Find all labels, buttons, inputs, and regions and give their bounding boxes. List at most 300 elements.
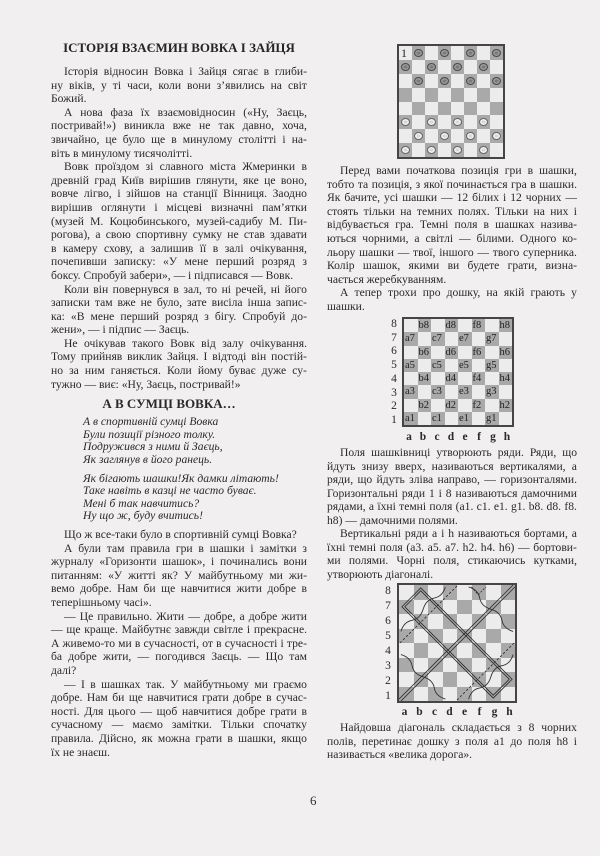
- word: про: [422, 286, 441, 300]
- light-square: [464, 115, 477, 129]
- dark-square: [451, 143, 464, 157]
- word: Не: [64, 336, 78, 350]
- paragraph: [51, 678, 307, 760]
- word: вже: [117, 296, 136, 310]
- square-label: f4: [472, 373, 482, 384]
- text-line: [327, 205, 577, 219]
- text-line: [327, 218, 577, 232]
- text-line: [327, 527, 577, 541]
- word: а: [95, 228, 101, 242]
- word: усі: [384, 191, 399, 205]
- word: бортови-: [533, 540, 577, 554]
- dark-square: [477, 115, 490, 129]
- light-square: [425, 46, 438, 60]
- left-column: [51, 65, 307, 759]
- dark-square: [499, 372, 513, 385]
- word: Тільки: [494, 204, 529, 218]
- square-label: a5: [405, 359, 415, 371]
- word: —: [458, 231, 471, 245]
- word: а: [414, 231, 420, 245]
- word: минулому: [182, 132, 233, 146]
- word: Зайця.: [167, 350, 199, 364]
- word: грати: [202, 691, 229, 705]
- word: з: [454, 734, 460, 748]
- paragraph: [83, 416, 307, 466]
- word: якщо: [281, 731, 307, 745]
- text-line: Були позиції різного толку.: [83, 427, 216, 441]
- word: ко-: [562, 231, 577, 245]
- light-square: [477, 46, 490, 60]
- word: Нам: [117, 582, 139, 596]
- word: ви: [447, 259, 460, 273]
- word: залу: [222, 336, 244, 350]
- word: —: [64, 609, 76, 623]
- dark-square: [412, 46, 425, 60]
- word: білих: [472, 191, 500, 205]
- word: ряди.: [497, 446, 524, 459]
- word: визна-: [545, 259, 577, 273]
- word: майбутньому: [198, 568, 264, 582]
- dark-square: [399, 115, 412, 129]
- word: в: [198, 541, 204, 555]
- word: розряд: [164, 309, 199, 323]
- word: Вовка: [153, 65, 184, 78]
- word: h2.: [462, 540, 478, 554]
- word: направо,: [437, 473, 480, 486]
- paragraph: [51, 528, 307, 542]
- word: І: [203, 350, 208, 364]
- text-line: [51, 637, 307, 651]
- text-line: [51, 283, 307, 297]
- word: 12: [510, 191, 522, 205]
- word: a: [432, 527, 438, 540]
- word: би: [143, 582, 156, 596]
- rank-label: 1: [385, 689, 391, 702]
- word: ряди: [401, 486, 426, 500]
- light-square: [458, 372, 472, 385]
- dark-square: [485, 412, 499, 425]
- light-square: [472, 412, 486, 425]
- square-label: b8: [418, 320, 429, 331]
- dark-square: [472, 372, 486, 385]
- text-line: шашки.: [327, 299, 365, 313]
- light-square: [464, 88, 477, 102]
- word: речей,: [235, 282, 267, 296]
- word: мене: [184, 255, 209, 269]
- rank-labels: [383, 583, 393, 703]
- word: з: [302, 255, 307, 269]
- word: добре: [248, 609, 278, 623]
- word: шашках: [101, 677, 141, 691]
- light-square: [490, 143, 503, 157]
- white-checker-icon: [479, 146, 488, 154]
- word: Дійсно,: [98, 731, 137, 745]
- text-line: [327, 554, 577, 568]
- word: стикаючись: [467, 554, 526, 567]
- text-line: віть в минулому тисячолітті.: [51, 146, 193, 160]
- text-line: Ну що ж, буду вчитись!: [83, 509, 203, 523]
- paragraph: [327, 286, 577, 313]
- word: А: [64, 541, 73, 555]
- paragraph: [51, 337, 307, 391]
- light-square: [431, 319, 445, 332]
- text-line: [327, 460, 577, 474]
- word: і: [117, 187, 121, 201]
- word: він: [251, 350, 267, 364]
- word: рогова),: [51, 228, 91, 242]
- word: А: [64, 105, 73, 119]
- word: Історія: [64, 65, 99, 78]
- file-label: b: [419, 431, 427, 443]
- dark-square: [499, 346, 513, 359]
- word: «Горизонти: [99, 555, 157, 569]
- word: записки: [51, 296, 90, 310]
- word: в: [212, 241, 219, 255]
- file-label: g: [490, 431, 496, 443]
- square-label: c1: [432, 412, 442, 424]
- light-square: [438, 115, 451, 129]
- word: гри: [504, 164, 522, 177]
- word: висіла: [211, 296, 243, 310]
- square-label: h8: [499, 320, 510, 331]
- black-checker-icon: [453, 63, 462, 71]
- word: виклик: [127, 350, 163, 364]
- word: ним: [84, 364, 105, 378]
- paragraph: [327, 164, 577, 286]
- text-line: [51, 350, 307, 364]
- word: Чорні: [396, 554, 426, 567]
- word: Як: [327, 191, 341, 205]
- dark-square: [404, 359, 418, 372]
- word: взаємовідносин: [157, 105, 236, 119]
- word: на: [270, 78, 282, 92]
- text-line: [51, 79, 307, 93]
- word: за: [69, 364, 79, 378]
- word: Заєць.: [211, 650, 242, 664]
- word: в: [171, 132, 177, 146]
- word: полях.: [457, 204, 490, 218]
- light-square: [464, 143, 477, 157]
- light-square: [477, 129, 490, 143]
- text-line: [327, 191, 577, 205]
- white-checker-icon: [401, 146, 410, 154]
- word: позиція,: [371, 177, 413, 191]
- black-checker-icon: [466, 49, 475, 57]
- square-label: d4: [445, 373, 456, 384]
- dark-square: [499, 319, 513, 332]
- black-checker-icon: [492, 49, 501, 57]
- word: журналу: [51, 555, 94, 569]
- word: чорних: [541, 721, 577, 734]
- word: —: [565, 191, 577, 205]
- word: навчитися: [180, 582, 231, 596]
- word: Коцюбинського,: [109, 214, 191, 228]
- text-line: [51, 569, 307, 583]
- text-line: жени», — і підпис — Заєць.: [51, 323, 190, 337]
- word: там: [94, 296, 113, 310]
- word: шашок»,: [162, 555, 206, 569]
- white-checker-icon: [427, 146, 436, 154]
- word: (музей: [51, 214, 84, 228]
- text-line: Таке навіть в казці не часто буває.: [83, 484, 257, 498]
- word: d8.: [546, 500, 562, 513]
- dark-square: [451, 115, 464, 129]
- word: правила: [130, 541, 171, 555]
- text-line: [51, 610, 307, 624]
- word: 8: [445, 486, 452, 500]
- rank-label: 2: [385, 674, 391, 687]
- word: музей-садибу: [196, 214, 263, 228]
- file-label: d: [446, 706, 453, 718]
- dark-square: [477, 143, 490, 157]
- light-square: [418, 412, 432, 425]
- word: і: [280, 636, 284, 650]
- rank-label: 4: [391, 372, 397, 385]
- word: йдуть: [327, 459, 356, 473]
- text-line: [327, 735, 577, 749]
- word: в: [263, 65, 270, 78]
- word: глянути,: [196, 173, 238, 187]
- text-line: [51, 542, 307, 556]
- black-checker-icon: [440, 77, 449, 85]
- text-line: [51, 119, 307, 133]
- word: йому: [197, 364, 223, 378]
- word: жити: [281, 609, 307, 623]
- word: світле: [213, 623, 244, 637]
- light-square: [412, 143, 425, 157]
- text-line: [51, 732, 307, 746]
- file-labels: [402, 430, 514, 444]
- word: темні: [399, 500, 427, 513]
- word: навчитися: [181, 704, 233, 718]
- dark-square: [404, 332, 418, 345]
- dark-square: [438, 74, 451, 88]
- word: в: [90, 677, 96, 691]
- white-checker-icon: [479, 118, 488, 126]
- word: гра: [511, 177, 527, 191]
- text-line: [51, 228, 307, 242]
- word: в: [51, 241, 57, 255]
- word: Жити: [156, 609, 185, 623]
- rank-label: 3: [385, 659, 391, 672]
- word: ми: [254, 677, 268, 691]
- word: Київ: [121, 173, 144, 187]
- dark-square: [458, 385, 472, 398]
- word: бігу.: [214, 309, 237, 323]
- word: буває: [228, 364, 256, 378]
- word: в: [301, 160, 307, 174]
- word: визначні: [210, 200, 254, 214]
- word: шашки: [402, 191, 438, 205]
- rank-label: 5: [385, 629, 391, 642]
- word: a7.: [445, 540, 459, 554]
- word: знизу: [361, 459, 389, 473]
- word: білими.: [476, 231, 515, 245]
- text-line: [51, 174, 307, 188]
- word: Вертикальні: [340, 527, 401, 540]
- square-label: d2: [445, 399, 456, 411]
- word: житті: [128, 568, 156, 582]
- rank-label: 6: [385, 614, 391, 627]
- word: тобто: [327, 177, 355, 191]
- word: «У: [108, 568, 123, 582]
- dark-square: [477, 60, 490, 74]
- word: в: [301, 704, 307, 718]
- word: —: [477, 245, 489, 259]
- section-heading: А В СУМЦІ ВОВКА…: [102, 396, 236, 412]
- paragraph: [51, 542, 307, 610]
- square-label: e3: [459, 386, 469, 398]
- poem: [51, 416, 307, 523]
- dark-square: [472, 346, 486, 359]
- rank-label: 7: [391, 331, 397, 344]
- word: правильно.: [97, 609, 153, 623]
- word: шашки: [359, 245, 394, 259]
- text-line: [51, 242, 307, 256]
- word: а: [139, 241, 145, 255]
- dark-square: [445, 346, 459, 359]
- dark-square: [431, 332, 445, 345]
- word: їхні: [377, 500, 396, 513]
- word: поля: [429, 500, 453, 513]
- word: світлі: [425, 231, 454, 245]
- word: Вінниця.: [222, 187, 267, 201]
- text-line: [51, 364, 307, 378]
- word: шашки.: [539, 177, 577, 191]
- paragraph: [327, 446, 577, 527]
- word: фаза: [110, 105, 133, 119]
- light-square: [490, 88, 503, 102]
- word: —: [111, 718, 124, 732]
- square-label: g7: [486, 333, 497, 345]
- word: були: [78, 541, 101, 555]
- paragraph: [327, 527, 577, 581]
- word: міста: [209, 160, 236, 174]
- word: Одного: [519, 231, 557, 245]
- word: ка:: [51, 309, 65, 323]
- text-line: Мені б так навчитись?: [83, 496, 200, 510]
- dark-square: [412, 102, 425, 116]
- light-square: [499, 385, 513, 398]
- light-square: [425, 74, 438, 88]
- word: в: [483, 218, 489, 232]
- word: вони: [187, 78, 211, 92]
- light-square: [445, 359, 459, 372]
- word: це: [264, 173, 276, 187]
- word: ються: [327, 231, 357, 245]
- word: з: [415, 177, 421, 191]
- rank-label: 1: [391, 414, 397, 427]
- word: маємо: [132, 718, 163, 732]
- word: і: [189, 65, 193, 78]
- word: місцеві: [166, 200, 203, 214]
- text-line: тужно — виє: «Ну, Заєць, постривай!»: [51, 377, 241, 391]
- word: М.: [90, 214, 104, 228]
- word: Поля: [340, 446, 366, 459]
- word: відбувається: [327, 218, 390, 232]
- black-checker-icon: [440, 49, 449, 57]
- dark-square: [490, 129, 503, 143]
- text-line: [51, 133, 307, 147]
- light-square: [472, 332, 486, 345]
- word: правила.: [51, 731, 94, 745]
- light-square: [431, 372, 445, 385]
- word: і: [441, 527, 445, 540]
- dark-square: [458, 359, 472, 372]
- word: там: [106, 541, 125, 555]
- word: поля: [465, 734, 489, 748]
- word: гра.: [395, 218, 414, 232]
- word: світ: [287, 78, 307, 92]
- square-label: e1: [459, 412, 469, 424]
- rows-text: [327, 446, 577, 581]
- square-label: h2: [499, 399, 510, 411]
- word: гри: [175, 541, 193, 555]
- word: от: [202, 636, 213, 650]
- word: в: [266, 691, 272, 705]
- dark-square: [425, 88, 438, 102]
- word: ще: [66, 623, 81, 637]
- dark-square: [418, 346, 432, 359]
- light-square: [472, 359, 486, 372]
- word: ряди: [404, 527, 429, 540]
- dark-square: [445, 372, 459, 385]
- word: поля: [454, 218, 478, 232]
- word: А: [51, 636, 60, 650]
- file-label: g: [491, 706, 498, 718]
- text-line: [327, 232, 577, 246]
- word: —: [140, 704, 152, 718]
- word: Вовк: [170, 336, 195, 350]
- word: древній: [51, 173, 89, 187]
- word: вони: [283, 555, 307, 569]
- text-line: Божий.: [51, 92, 87, 106]
- word: ну: [51, 78, 64, 92]
- word: будете: [467, 259, 500, 273]
- word: Коли: [166, 364, 192, 378]
- word: Зайця: [198, 65, 227, 78]
- word: тре-: [286, 636, 307, 650]
- text-line: [51, 678, 307, 692]
- initial-position-board: [397, 44, 505, 159]
- word: дошку: [417, 734, 450, 748]
- light-square: [399, 74, 412, 88]
- white-checker-icon: [492, 132, 501, 140]
- light-square: [458, 319, 472, 332]
- light-square: [431, 399, 445, 412]
- word: шашках: [495, 218, 535, 232]
- word: сучасності,: [143, 636, 200, 650]
- word: оглянути: [101, 200, 146, 214]
- text-line: [51, 555, 307, 569]
- word: зійшов: [126, 187, 161, 201]
- word: у: [571, 286, 577, 300]
- file-label: f: [477, 431, 481, 443]
- dialogue-text: [51, 528, 307, 759]
- word: камеру: [62, 241, 98, 255]
- paragraph: [51, 106, 307, 160]
- light-square: [399, 102, 412, 116]
- word: славного: [159, 160, 204, 174]
- dark-square: [445, 399, 459, 412]
- word: постривай!»): [51, 119, 116, 133]
- word: Що: [265, 650, 284, 664]
- word: ми: [118, 636, 132, 650]
- word: добре: [267, 582, 296, 596]
- word: і: [154, 200, 158, 214]
- word: зі: [145, 160, 154, 174]
- file-label: c: [431, 706, 438, 718]
